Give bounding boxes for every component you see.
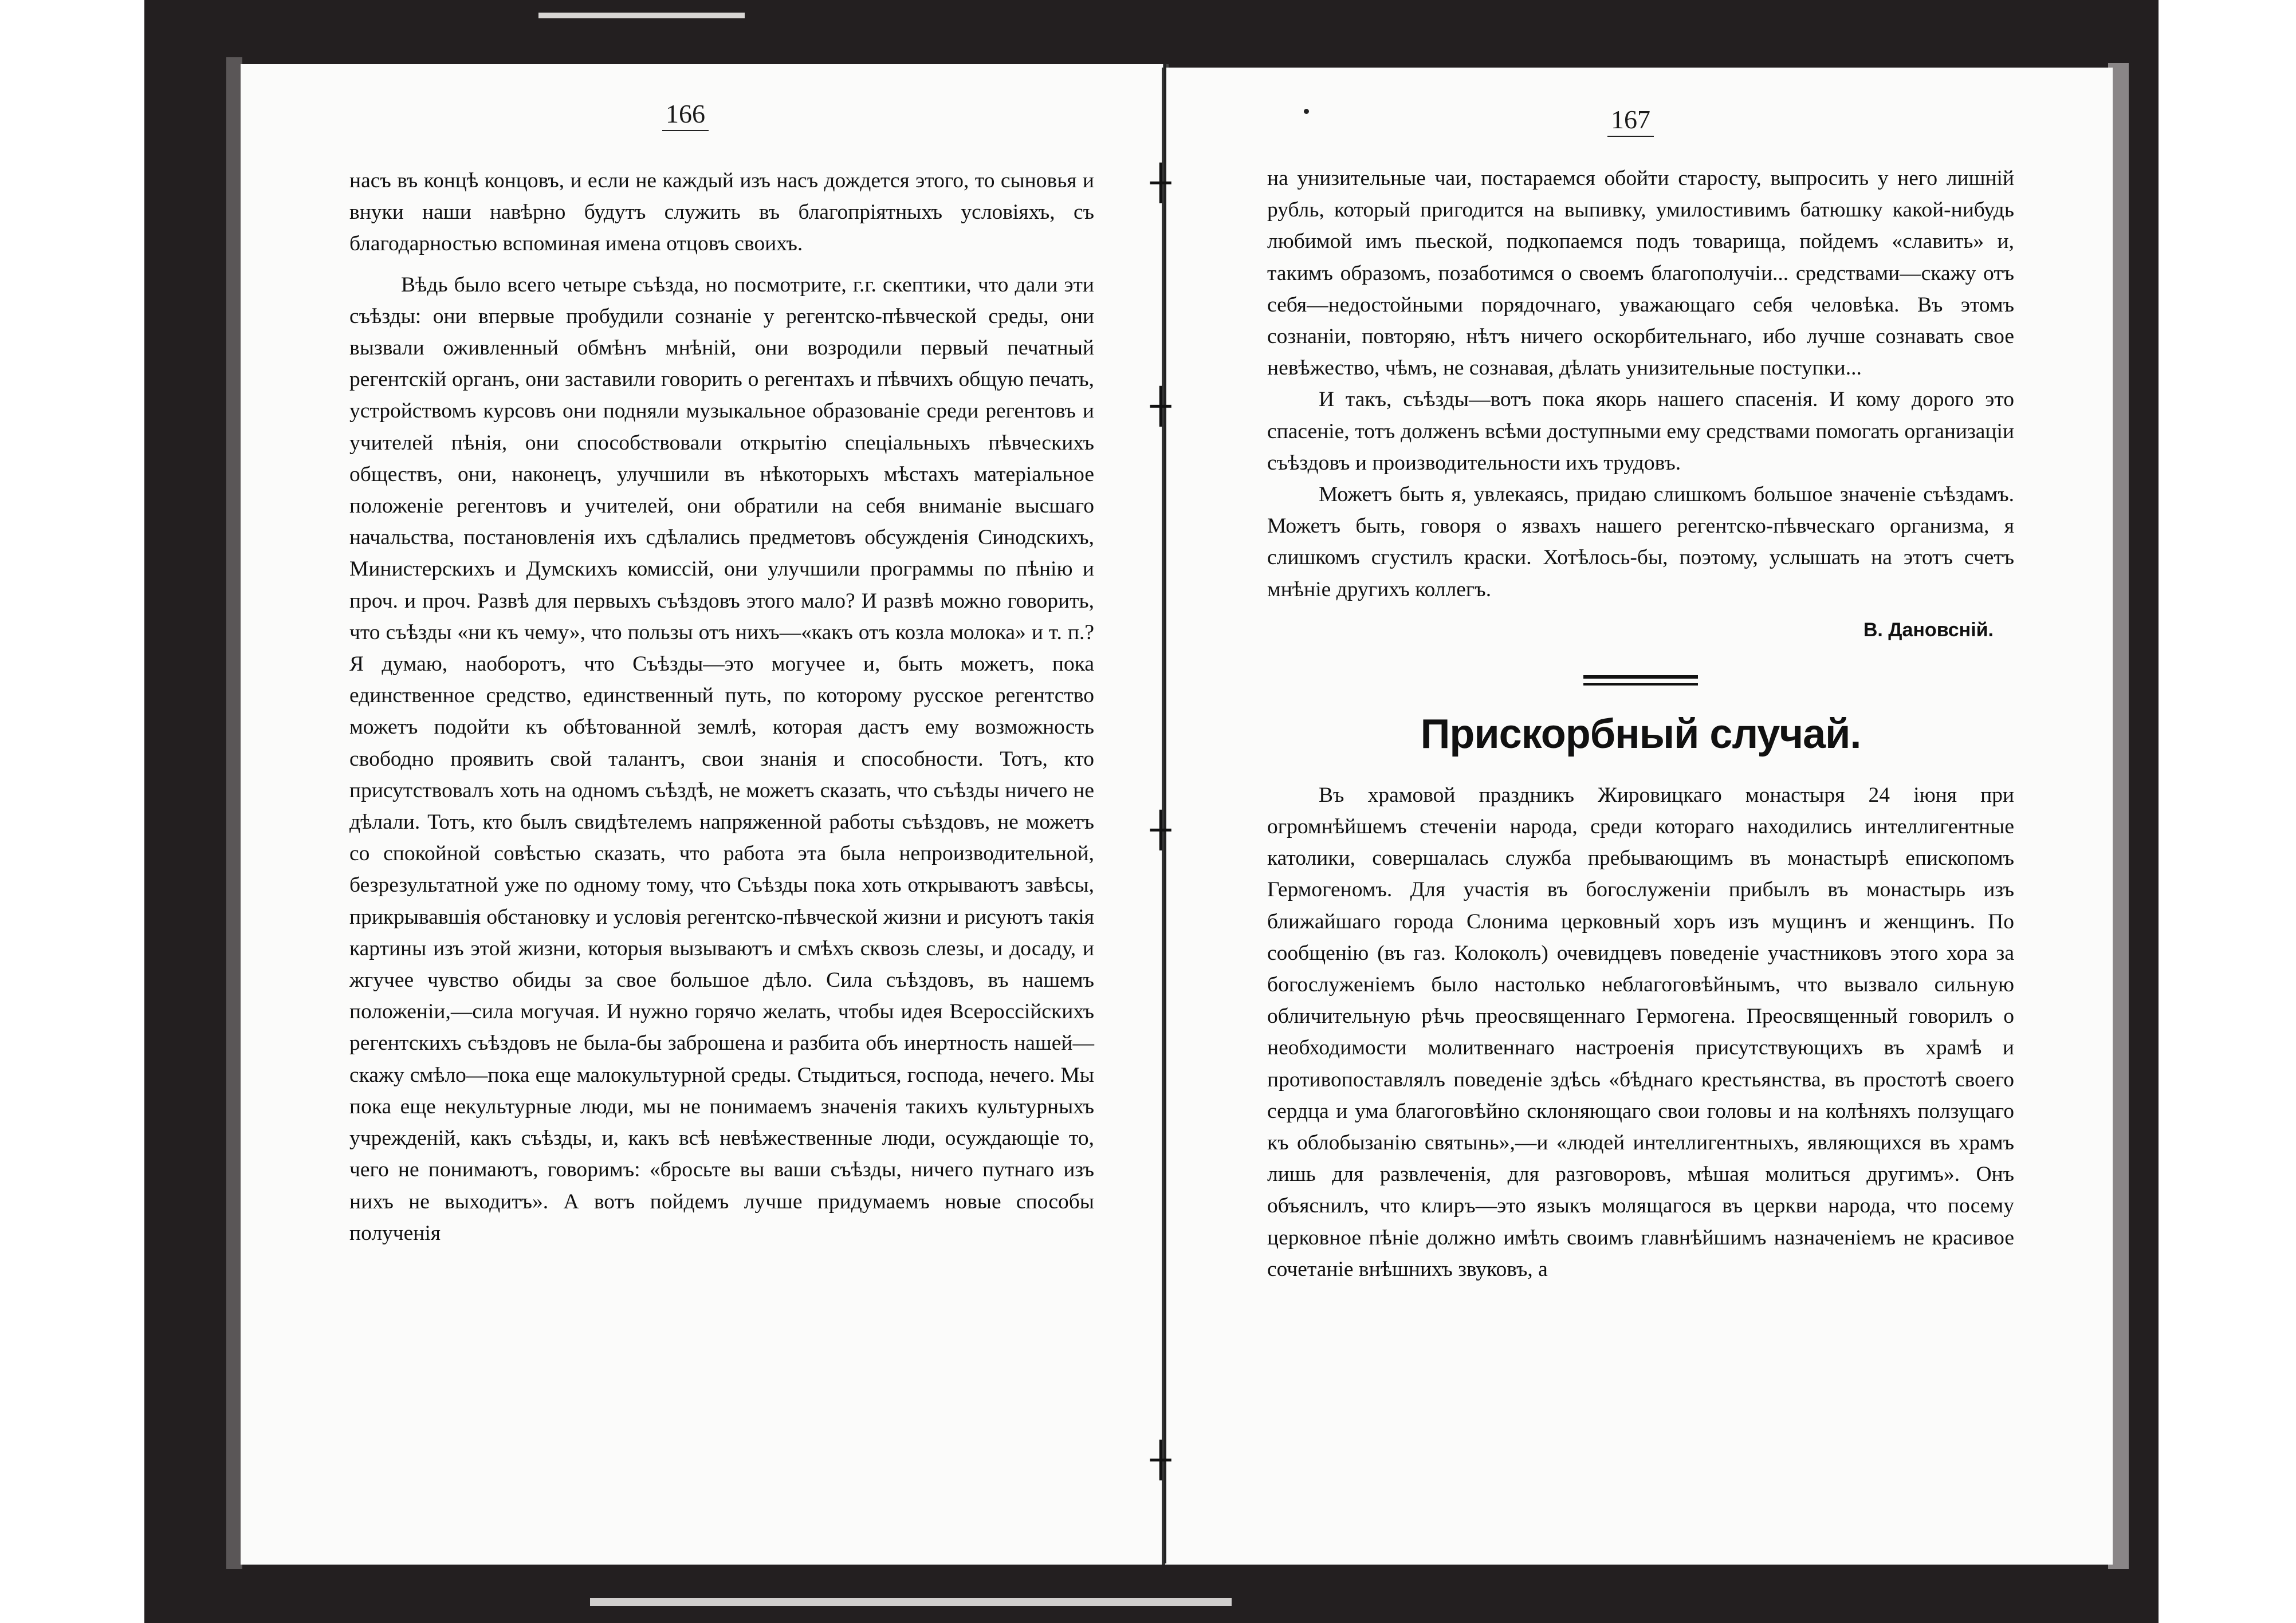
author-signature: В. Дановсній. [1863, 619, 1994, 641]
binding-stitch-icon: ┼ [1150, 1440, 1171, 1480]
right-page-number: 167 [1607, 104, 1654, 137]
article-title: Прискорбный случай. [1420, 711, 1861, 757]
left-paragraph-1: насъ въ концѣ концовъ, и если не каждый изъ насъ дождется этого, то сыновья и внуки наши навѣрно будутъ служить въ благопріятныхъ условіяхъ, съ благодарностью вспоминая имена отцовъ своихъ. [349, 169, 1094, 256]
left-page-number: 166 [662, 99, 709, 131]
article-paragraph-1: Въ храмовой праздникъ Жировицкаго монастыря 24 іюня при огромнѣйшемъ стеченіи народа, среди котораго находились интеллигентные католики, совершалась служба пребывающимъ въ монастырѣ епископомъ Гермогеномъ. Для участія въ богослуженіи прибылъ въ монастырь изъ ближайшаго города Слонима церковный хоръ изъ мущинъ и женщинъ. По сообщенію (въ газ. Колоколъ) очевидцевъ поведеніе участниковъ этого хора за богослуженіемъ было настолько неблагоговѣйнымъ, что вызвало сильную обличительную рѣчь преосвященнаго Гермогена. Преосвященный говорилъ о необходимости молитвеннаго настроенія присутствующихъ въ храмѣ и противопоставлялъ поведеніе здѣсь «бѣднаго крестьянства, въ простотѣ своего сердца и ума благоговѣйно склоняющаго свои головы и на колѣняхъ ползущаго къ облобызанію святынь»,—и «людей интеллигентныхъ, являющихся въ храмъ лишь для развлеченія, для разговоровъ, мѣшая молиться другимъ». Онъ объяснилъ, что клиръ—это языкъ молящагося въ церкви народа, что посему церковное пѣніе должно имѣть своимъ главнѣйшимъ назначеніемъ не красивое сочетаніе внѣшнихъ звуковъ, а [1267, 783, 2014, 1281]
right-page-text [1267, 163, 2014, 1285]
binding-stitch-icon: ┼ [1150, 163, 1171, 203]
right-paragraph-3: Можетъ быть я, увлекаясь, придаю слишкомъ большое значеніе съѣздамъ. Можетъ быть, говоря о язвахъ нашего регентско-пѣвческаго организма, я слишкомъ сгустилъ краски. Хотѣлось-бы, поэтому, услышать на этотъ счетъ мнѣніе другихъ коллегъ. [1267, 483, 2014, 601]
scan-artifact-bottom [590, 1598, 1232, 1606]
binding-stitch-icon: ┼ [1150, 387, 1171, 427]
left-paragraph-2: Вѣдь было всего четыре съѣзда, но посмотрите, г.г. скептики, что дали эти съѣзды: они впервые пробудили сознаніе у регентско-пѣвческой среды, они вызвали оживленный обмѣнъ мнѣній, они возродили первый печатный регентскій органъ, они заставили говорить о регентахъ и пѣвчихъ общую печать, устройствомъ курсовъ они подняли музыкальное образованіе среди регентовъ и учителей пѣнія, они способствовали открытію спеціальныхъ пѣвческихъ обществъ, они, наконецъ, улучшили въ нѣкоторыхъ мѣстахъ матеріальное положеніе регентовъ и учителей, они обратили на себя вниманіе высшаго начальства, постановленія ихъ сдѣлались предметовъ обсужденія Синодскихъ, Министерскихъ и Думскихъ комиссій, они улучшили программы по пѣнію и проч. и проч. Развѣ для первыхъ съѣздовъ этого мало? И развѣ можно говорить, что съѣзды «ни къ чему», что пользы отъ нихъ—«какъ отъ козла молока» и т. п.? Я думаю, наоборотъ, что Съѣзды—это могучее и, быть можетъ, пока единственное средство, единственный путь, по которому русское регентство можетъ подойти къ обѣтованной землѣ, которая дастъ ему возможность свободно проявить свой талантъ, свои знанія и способности. Тотъ, кто присутствовалъ хоть на одномъ съѣздѣ, не можетъ сказать, что съѣзды ничего не дѣлали. Тотъ, кто былъ свидѣтелемъ напряженной работы съѣздовъ, не можетъ со спокойной совѣстью сказать, что работа эта была непроизводительной, безрезультатной уже по одному тому, что Съѣзды пока хоть открываютъ завѣсы, прикрывавшія обстановку и условія регентско-пѣвческой жизни и рисуютъ такія картины изъ этой жизни, которыя вызываютъ и смѣхъ сквозь слезы, и досаду, и жгучее чувство обиды за свое большое дѣло. Сила съѣздовъ, въ нашемъ положеніи,—сила могучая. И нужно горячо желать, чтобы идея Всероссійскихъ регентскихъ съѣздовъ не была-бы заброшена и разбита объ инертность нашей—скажу смѣло—пока еще малокультурной среды. Стыдиться, господа, нечего. Мы пока еще некультурные люди, мы не понимаемъ значенія такихъ культурныхъ учрежденій, какъ съѣзды, и, какъ всѣ невѣжественные люди, осуждающіе то, чего не понимаютъ, говоримъ: «бросьте вы ваши съѣзды, ничего путнаго изъ нихъ не выходитъ». А вотъ пойдемъ лучше придумаемъ новые способы полученія [349, 273, 1094, 1245]
binding-stitch-icon: ┼ [1150, 810, 1171, 850]
right-paragraph-1: на унизительные чаи, постараемся обойти старосту, выпросить у него лишній рубль, который пригодится на выпивку, умилостивимъ батюшку какой-нибудь любимой имъ пьеской, подкопаемся подъ товарища, пойдемъ «славить» и, такимъ образомъ, позаботимся о своемъ благополучіи... средствами—скажу отъ себя—недостойными порядочнаго, уважающаго себя человѣка. Въ этомъ сознаніи, повторяю, нѣтъ ничего оскорбительнаго, ибо лучше сознавать свое невѣжество, чѣмъ, не сознавая, дѣлать унизительные поступки... [1267, 167, 2014, 380]
left-page-text [349, 165, 1094, 1249]
right-paragraph-2: И такъ, съѣзды—вотъ пока якорь нашего спасенія. И кому дорого это спасеніе, тотъ долженъ всѣми доступными ему средствами помогать организаціи съѣздовъ и производительности ихъ трудовъ. [1267, 388, 2014, 475]
ink-dot [1304, 109, 1309, 114]
right-page [1162, 68, 2113, 1565]
section-divider [1583, 675, 1698, 686]
left-fore-edge [226, 57, 242, 1569]
scan-artifact-top [538, 13, 745, 18]
left-page [241, 64, 1169, 1565]
